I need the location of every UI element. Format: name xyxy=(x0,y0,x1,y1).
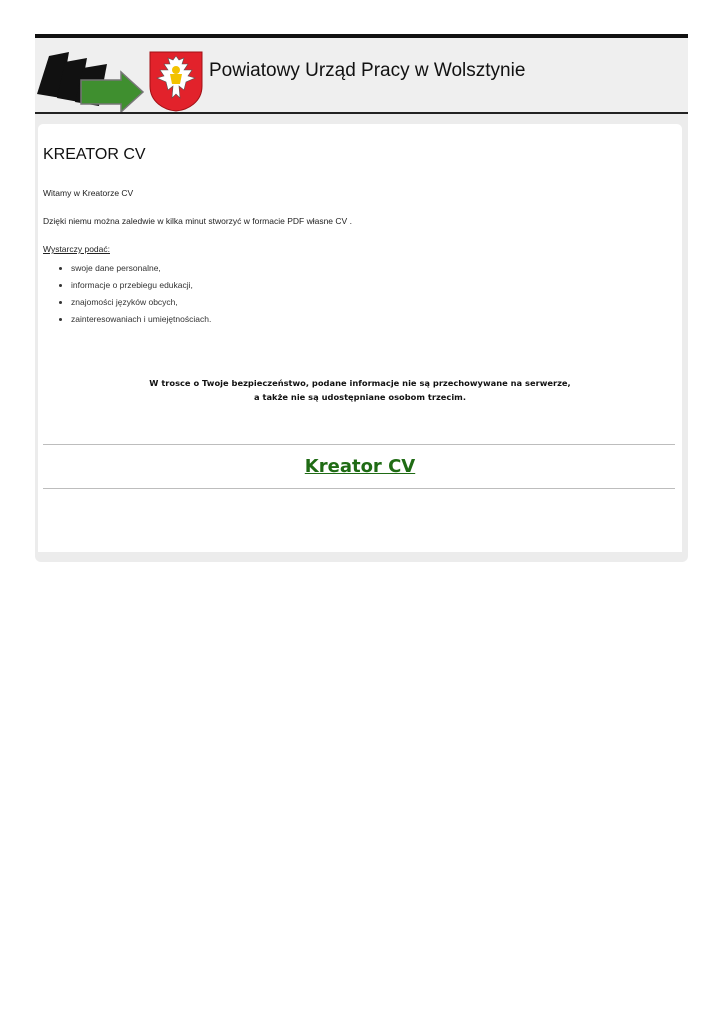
list-item: • zainteresowaniach i umiejętnościach. xyxy=(71,313,211,330)
kreator-cv-link[interactable]: Kreator CV xyxy=(304,456,416,477)
list-item: • informacje o przebiegu edukacji, xyxy=(71,279,211,296)
requirements-list xyxy=(56,262,211,330)
page-frame xyxy=(35,34,688,562)
site-title: Powiatowy Urząd Pracy w Wolsztynie xyxy=(209,60,526,81)
cta-container xyxy=(38,456,682,477)
list-item: • znajomości języków obcych, xyxy=(71,296,211,313)
description-text: Dzięki niemu można zaledwie w kilka minut stworzyć w formacie PDF własne CV . xyxy=(43,216,352,226)
site-header xyxy=(35,38,688,114)
documents-arrow-logo-icon[interactable] xyxy=(37,50,145,112)
divider-bottom xyxy=(43,488,675,489)
list-item: • swoje dane personalne, xyxy=(71,262,211,279)
requirements-label: Wystarczy podać: xyxy=(43,244,110,254)
page-title: KREATOR CV xyxy=(43,146,146,163)
wolsztyn-eagle-crest-icon xyxy=(148,50,204,112)
security-notice-line: W trosce o Twoje bezpieczeństwo, podane informacje nie są przechowywane na serwerze, xyxy=(149,378,571,388)
welcome-text: Witamy w Kreatorze CV xyxy=(43,188,134,198)
main-content xyxy=(38,124,682,552)
security-notice xyxy=(38,376,682,404)
security-notice-line: a także nie są udostępniane osobom trzecim. xyxy=(254,392,466,402)
divider-top xyxy=(43,444,675,445)
